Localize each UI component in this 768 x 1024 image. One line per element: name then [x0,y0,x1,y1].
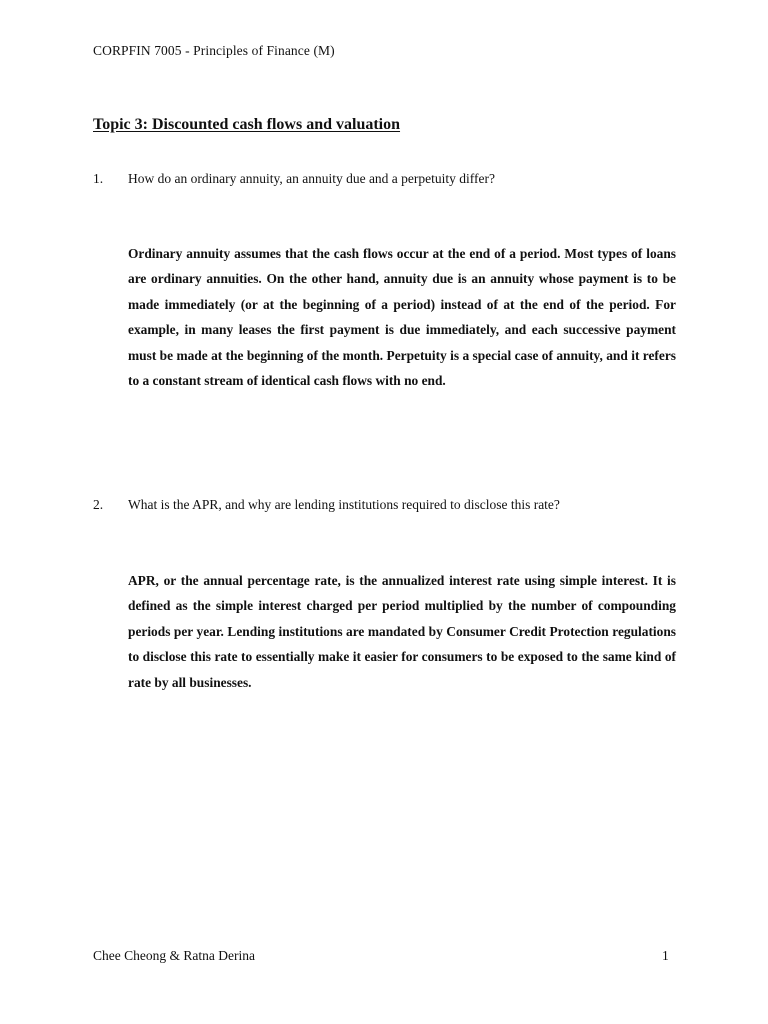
running-header: CORPFIN 7005 - Principles of Finance (M) [93,43,335,58]
question-number: 2. [93,497,104,512]
answer-1: Ordinary annuity assumes that the cash flows occur at the end of a period. Most types of loans are ordinary annuities. On the other hand, annuity due is an annuity whose payment is to be made immediately (or at the beginning of a period) instead of at the end of the period. For example, in many leases the first payment is due immediately, and each successive payment must be made at the beginning of the month. Perpetuity is a special case of annuity, and it refers to a constant stream of identical cash flows with no end. [128,246,676,389]
question-text: What is the APR, and why are lending institutions required to disclose this rate? [128,497,560,512]
question-text: How do an ordinary annuity, an annuity due and a perpetuity differ? [128,171,496,186]
topic-title: Topic 3: Discounted cash flows and valuation [93,116,401,133]
answer-2: APR, or the annual percentage rate, is the annualized interest rate using simple interest. It is defined as the simple interest charged per period multiplied by the number of compounding periods per year. Lending institutions are mandated by Consumer Credit Protection regulations to disclose this rate to essentially make it easier for consumers to be exposed to the same kind of rate by all businesses. [128,573,676,690]
question-1 [93,171,683,187]
footer-authors: Chee Cheong & Ratna Derina [93,948,255,963]
page-number: 1 [662,948,669,963]
question-number: 1. [93,171,104,186]
question-2 [93,497,683,513]
